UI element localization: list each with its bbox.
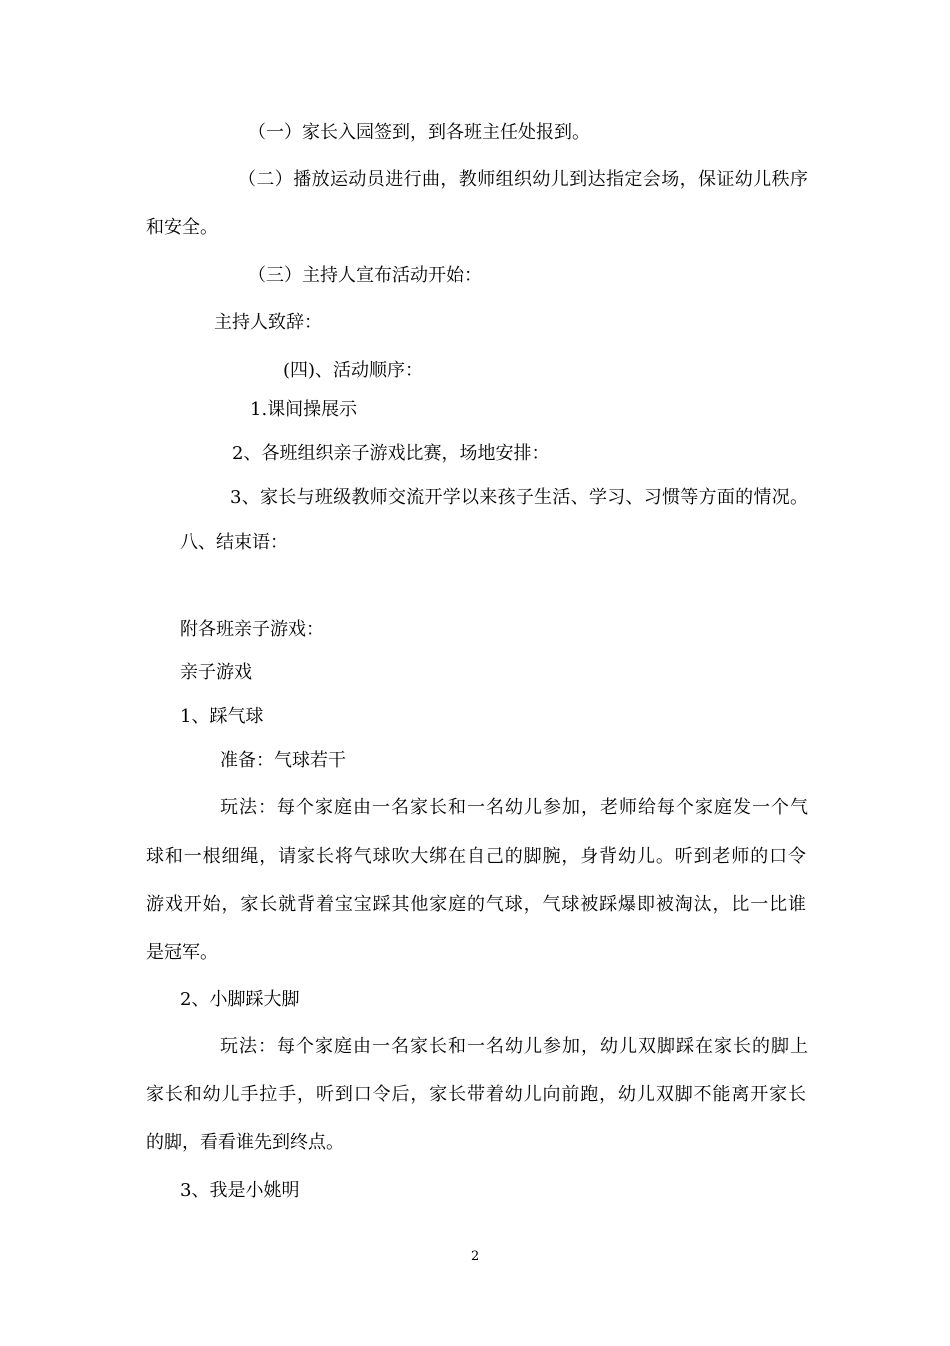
order-item-3: 3、家长与班级教师交流开学以来孩子生活、学习、习惯等方面的情况。 [230,487,808,508]
game-2-rules-line-2: 家长和幼儿手拉手，听到口令后，家长带着幼儿向前跑，幼儿双脚不能离开家长 [146,1084,806,1105]
game-3-title: 3、我是小姚明 [180,1180,300,1201]
games-heading: 亲子游戏 [180,662,252,683]
game-2-title: 2、小脚踩大脚 [180,989,300,1010]
game-1-rules-line-3: 游戏开始，家长就背着宝宝踩其他家庭的气球，气球被踩爆即被淘汰，比一比谁 [146,894,806,915]
section-eight-closing: 八、结束语： [180,532,288,553]
host-speech: 主持人致辞： [214,312,322,333]
appendix-heading: 附各班亲子游戏： [180,619,324,640]
page-number: 2 [471,1249,480,1264]
game-2-rules-line-1: 玩法：每个家庭由一名家长和一名幼儿参加，幼儿双脚踩在家长的脚上 [220,1036,808,1057]
order-item-2: 2、各班组织亲子游戏比赛，场地安排： [232,443,550,464]
section-one-signin: （一）家长入园签到，到各班主任处报到。 [248,122,590,143]
section-three-start: （三）主持人宣布活动开始： [248,265,482,286]
game-1-rules-line-4: 是冠军。 [146,942,218,963]
order-item-1: 1.课间操展示 [250,399,358,420]
game-1-title: 1、踩气球 [180,706,264,727]
game-1-rules-line-1: 玩法：每个家庭由一名家长和一名幼儿参加，老师给每个家庭发一个气 [220,797,808,818]
section-two-continuation: 和安全。 [146,217,218,238]
section-four-order: (四)、活动顺序： [283,360,424,381]
game-1-preparation: 准备：气球若干 [220,750,346,771]
game-2-rules-line-3: 的脚，看看谁先到终点。 [146,1132,344,1153]
game-1-rules-line-2: 球和一根细绳，请家长将气球吹大绑在自己的脚腕，身背幼儿。听到老师的口令 [146,846,806,867]
section-two-march: （二）播放运动员进行曲，教师组织幼儿到达指定会场，保证幼儿秩序 [238,169,808,190]
